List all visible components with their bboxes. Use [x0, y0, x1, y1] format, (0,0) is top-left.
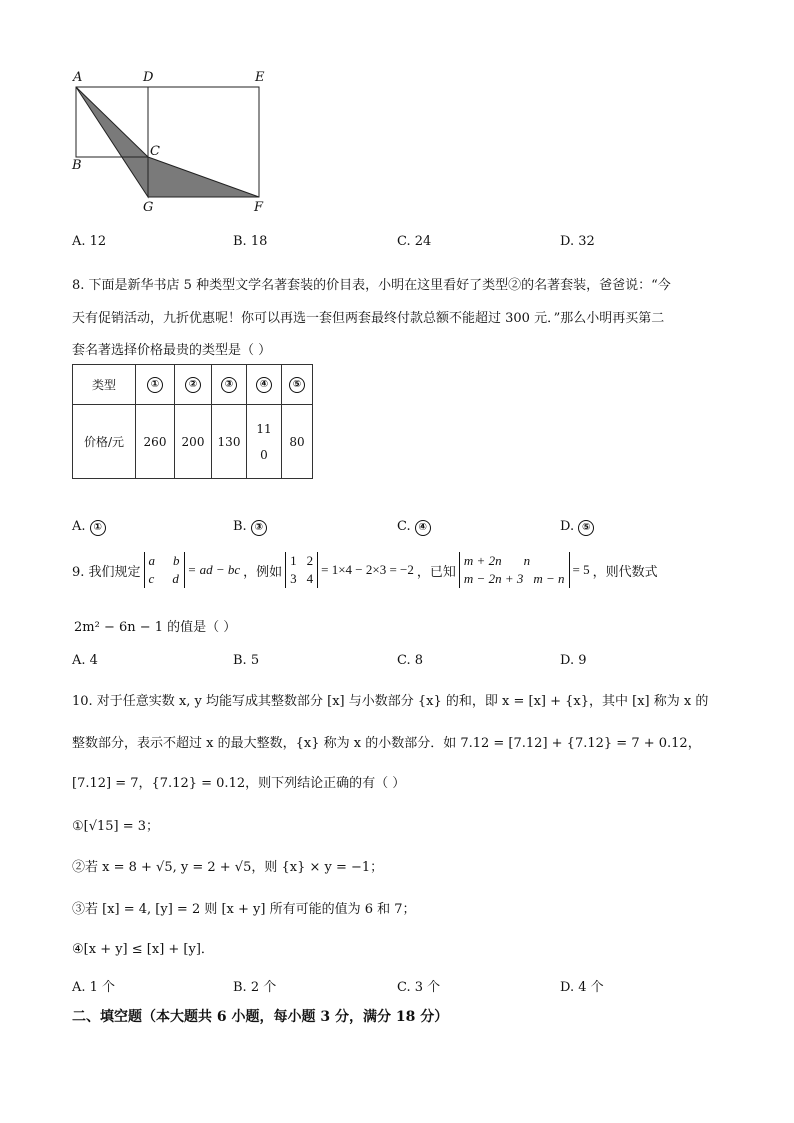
table-type-3: ③ [212, 365, 247, 405]
q7-option-d[interactable]: D. 32 [560, 234, 595, 249]
price-table [72, 364, 313, 479]
q10-line3: [7.12] = 7，{7.12} = 0.12，则下列结论正确的有（ ） [72, 776, 406, 791]
q8-text-line2: 天有促销活动，九折优惠呢！你可以再选一套但两套最终付款总额不能超过 300 元．”那么小明再买第二 [72, 311, 665, 326]
q10-line2: 整数部分，表示不超过 x 的最大整数，{x} 称为 x 的小数部分．如 7.12 = [7.12] + {7.12} = 7 + 0.12， [72, 736, 701, 751]
label-b: B [72, 158, 82, 173]
label-a: A [73, 70, 83, 85]
q8-option-c[interactable]: C. ④ [397, 519, 431, 536]
q8-option-d[interactable]: D. ⑤ [560, 519, 594, 536]
shaded-triangle-acg [76, 87, 148, 197]
q7-option-a[interactable]: A. 12 [72, 234, 107, 249]
q8-option-b[interactable]: B. ③ [233, 519, 267, 536]
label-g: G [143, 200, 154, 215]
q7-option-c[interactable]: C. 24 [397, 234, 432, 249]
table-price-3: 130 [212, 405, 247, 479]
label-e: E [255, 70, 265, 85]
table-type-4: ④ [247, 365, 282, 405]
q10-statement-4: ④[x + y] ≤ [x] + [y]． [72, 942, 214, 957]
q8-text-line1: 8. 下面是新华书店 5 种类型文学名著套装的价目表，小明在这里看好了类型②的名著套装，爸爸说：“今 [72, 278, 671, 293]
table-type-1: ① [136, 365, 175, 405]
q10-option-c[interactable]: C. 3 个 [397, 980, 441, 995]
q10-option-d[interactable]: D. 4 个 [560, 980, 604, 995]
q9-option-c[interactable]: C. 8 [397, 653, 424, 668]
section-heading-fill-in: 二、填空题（本大题共 6 小题，每小题 3 分，满分 18 分） [72, 1009, 449, 1025]
q10-statement-3: ③若 [x] = 4, [y] = 2 则 [x + y] 所有可能的值为 6 和 7； [72, 902, 416, 917]
table-price-1: 260 [136, 405, 175, 479]
q9-line1: 9. 我们规定 a b c d = ad − bc ，例如 1 2 3 4 = 1×4 − 2×3 = −2 ，已知 m + 2n n m − 2n + 3 m − n = 5 ，则代数式 [72, 553, 658, 586]
q9-option-d[interactable]: D. 9 [560, 653, 587, 668]
table-type-2: ② [175, 365, 212, 405]
table-header-type: 类型 [73, 365, 136, 405]
table-type-5: ⑤ [282, 365, 313, 405]
det-definition: a b c d [144, 552, 185, 588]
label-d: D [143, 70, 154, 85]
table-price-5: 80 [282, 405, 313, 479]
q10-line1: 10. 对于任意实数 x, y 均能写成其整数部分 [x] 与小数部分 {x} 的和，即 x = [x] + {x}，其中 [x] 称为 x 的 [72, 694, 709, 709]
q10-option-b[interactable]: B. 2 个 [233, 980, 277, 995]
q10-statement-2: ②若 x = 8 + √5, y = 2 + √5，则 {x} × y = −1； [72, 860, 384, 875]
q7-option-b[interactable]: B. 18 [233, 234, 268, 249]
table-price-2: 200 [175, 405, 212, 479]
q10-statement-1: ①[√15] = 3； [72, 819, 160, 834]
label-f: F [254, 200, 264, 215]
table-header-price: 价格/元 [73, 405, 136, 479]
q10-option-a[interactable]: A. 1 个 [72, 980, 116, 995]
q8-text-line3: 套名著选择价格最贵的类型是（ ） [72, 343, 272, 358]
table-price-4: 11 0 [247, 405, 282, 479]
q8-option-a[interactable]: A. ① [72, 519, 106, 536]
q9-option-b[interactable]: B. 5 [233, 653, 260, 668]
q9-option-a[interactable]: A. 4 [72, 653, 98, 668]
q9-line2: 2m² − 6n − 1 的值是（ ） [74, 620, 237, 635]
det-known: m + 2n n m − 2n + 3 m − n [459, 552, 570, 588]
geometry-figure [60, 66, 280, 216]
shaded-triangle-cgf [148, 157, 259, 197]
label-c: C [150, 144, 160, 159]
det-example: 1 2 3 4 [285, 552, 318, 588]
